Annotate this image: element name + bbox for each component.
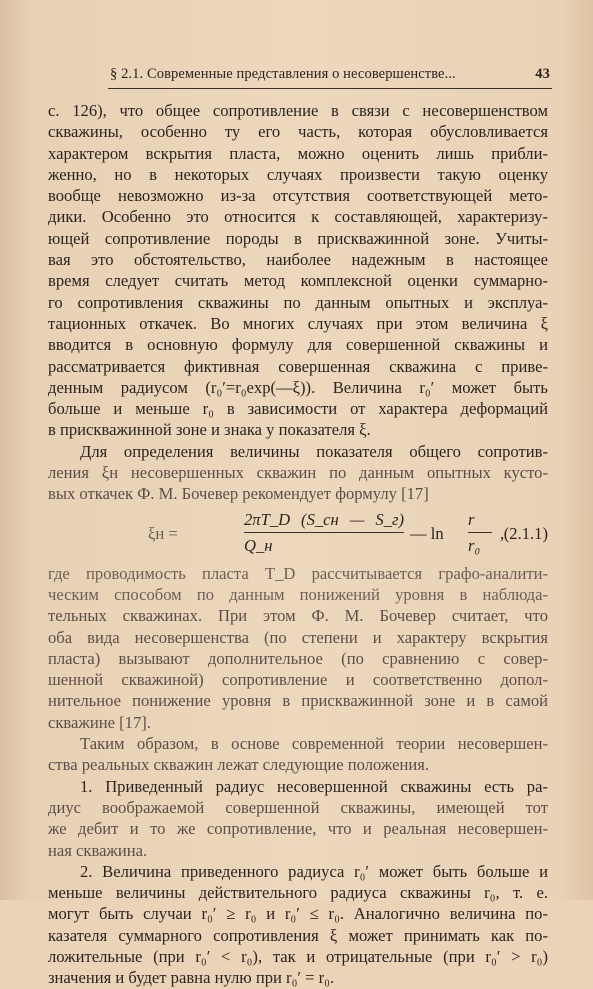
fraction-bar: [468, 532, 492, 533]
text-line: в прискважинной зоне и знака у показателя ξ.: [48, 420, 371, 440]
text-line: тельных скважинах. При этом Ф. М. Бочевер считает, что: [48, 606, 548, 626]
paragraph-3: [48, 563, 548, 733]
text-line: вых откачек Ф. М. Бочевер рекомендует формулу [17]: [48, 484, 429, 504]
text-line: тационных откачек. Во многих случаях при этом величина ξ: [48, 313, 548, 333]
text-line: вводится в основную формулу для совершенной скважины и: [48, 335, 548, 355]
text-line: ная скважина.: [48, 840, 148, 860]
header-rule: [108, 88, 552, 89]
text-line: время следует считать метод комплексной оценки суммарно-: [48, 271, 548, 291]
fraction-bar: [244, 532, 404, 533]
paragraph-2: [48, 441, 548, 505]
paragraph-1: [48, 100, 548, 441]
text-line: Для определения величины показателя общего сопротив-: [80, 441, 548, 461]
text-line: оба вида несовершенства (по степени и характеру вскрытия: [48, 627, 548, 647]
text-line: денным радиусом (r₀′=r₀exp(—ξ)). Величина r₀′ может быть: [48, 377, 548, 397]
text-line: ющей сопротивление породы в прискважинной зоне. Учиты-: [48, 228, 548, 248]
text-line: пласта) вызывают дополнительное (по сравнению с совер-: [48, 648, 548, 668]
equation-number: (2.1.1): [503, 523, 548, 543]
formula-comma: ,: [500, 523, 505, 543]
running-header-title: § 2.1. Современные представления о несовершенстве...: [110, 66, 456, 82]
text-line: же дебит и то же сопротивление, что и реальная несовершен-: [48, 819, 548, 839]
text-line: ства реальных скважин лежат следующие положения.: [48, 755, 430, 775]
text-line: ления ξн несовершенных скважин по данным опытных кусто-: [48, 463, 548, 483]
text-line: ложительные (при r₀′ < r₀), так и отрицательные (при r₀′ > r₀): [48, 946, 548, 966]
text-line: 2. Величина приведенного радиуса r₀′ может быть больше и: [80, 861, 548, 881]
formula-2-1-1: [48, 509, 548, 561]
text-line: скважины, особенно ту его часть, которая обусловливается: [48, 122, 548, 142]
formula-minus-ln: — ln: [410, 523, 444, 543]
text-line: казателя суммарного сопротивления ξ может принимать как по-: [48, 925, 548, 945]
formula-ratio-numerator: r: [468, 509, 475, 529]
text-line: рассматривается фиктивная совершенная скважина с приве-: [48, 356, 548, 376]
formula-numerator: 2πT_D (S_сн — S_г): [244, 509, 404, 529]
page-number: 43: [535, 66, 550, 82]
text-line: меньше величины действительного радиуса скважины r₀, т. е.: [48, 883, 548, 903]
formula-denominator: Q_н: [244, 535, 273, 555]
text-line: шенной скважиной) сопротивление и соответственно допол-: [48, 670, 548, 690]
text-line: нительное понижение уровня в прискважинной зоне и в самой: [48, 691, 548, 711]
body-text: [48, 100, 548, 989]
text-line: ческим способом по данным понижений уровня в наблюда-: [48, 584, 548, 604]
text-line: вообще невозможно из-за отсутствия соответствующей мето-: [48, 186, 548, 206]
formula-ratio-denominator: r₀: [468, 535, 481, 555]
paragraph-6: [48, 861, 548, 989]
paragraph-5: [48, 776, 548, 861]
text-line: с. 126), что общее сопротивление в связи с несовершенством: [48, 101, 548, 120]
text-line: характером вскрытия пласта, можно оценить лишь прибли-: [48, 143, 548, 163]
text-line: вая это обстоятельство, наиболее надежным в настоящее: [48, 250, 548, 270]
formula-fraction: [244, 509, 404, 557]
formula-ratio: [468, 509, 492, 557]
text-line: где проводимость пласта T_D рассчитывается графо-аналити-: [48, 563, 548, 583]
text-line: дики. Особенно это относится к составляющей, характеризу-: [48, 207, 548, 227]
text-line: больше и меньше r₀ в зависимости от характера деформаций: [48, 399, 548, 419]
text-line: могут быть случаи r₀′ ≥ r₀ и r₀′ ≤ r₀. Аналогично величина по-: [48, 904, 548, 924]
text-line: го сопротивления скважины по данным опытных и эксплуа-: [48, 292, 548, 312]
text-line: Таким образом, в основе современной теории несовершен-: [80, 734, 548, 754]
text-line: женно, но в некоторых случаях произвести такую оценку: [48, 164, 548, 184]
text-line: 1. Приведенный радиус несовершенной скважины есть ра-: [80, 776, 548, 796]
text-line: значения и будет равна нулю при r₀′ = r₀.: [48, 968, 335, 988]
text-line: скважине [17].: [48, 712, 151, 732]
formula-lhs: ξн =: [148, 523, 178, 543]
text-line: диус воображаемой совершенной скважины, имеющей тот: [48, 797, 548, 817]
paragraph-4: [48, 733, 548, 776]
